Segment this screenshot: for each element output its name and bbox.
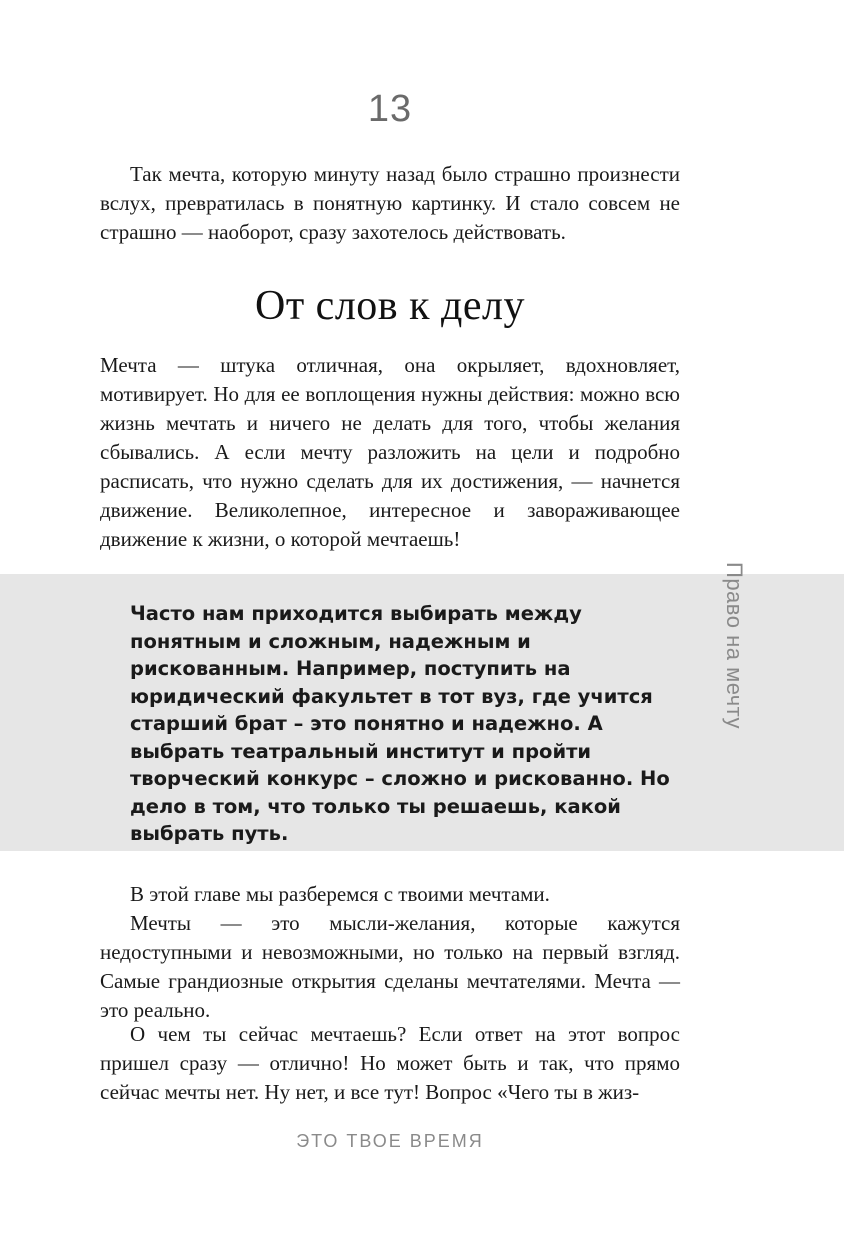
body-paragraph-3: О чем ты сейчас мечтаешь? Если ответ на этот вопрос пришел сразу — отлично! Но может быть и так, что прямо сейчас мечты нет. Ну нет, и все тут! Вопрос «Чего ты в жиз- xyxy=(100,1022,680,1104)
page-number: 13 xyxy=(367,88,413,130)
section-paragraph: Мечта — штука отличная, она окрыляет, вдохновляет, мотивирует. Но для ее воплощения нужны действия: можно всю жизнь мечтать и ничего не делать для того, чтобы желания сбывались. А если мечту разложить на цели и подробно расписать, что нужно сделать для их достижения, — начнется движение. Великолепное, интересное и завораживающее движение к жизни, о которой мечтаешь! xyxy=(100,353,680,551)
intro-paragraph: Так мечта, которую минуту назад было страшно произнести вслух, превратилась в понятную картинку. И стало совсем не страшно — наоборот, сразу захотелось действовать. xyxy=(100,162,680,244)
side-chapter-label: Право на мечту xyxy=(722,562,747,729)
body-paragraph-1: В этой главе мы разберемся с твоими мечтами. xyxy=(130,882,550,906)
section-title: От слов к делу xyxy=(255,283,525,329)
body-paragraph-2: Мечты — это мысли-желания, которые кажутся недоступными и невозможными, но только на первый взгляд. Самые грандиозные открытия сделаны мечтателями. Мечта — это реально. xyxy=(100,911,680,1022)
book-title-footer: ЭТО ТВОЕ ВРЕМЯ xyxy=(296,1131,484,1151)
callout-text: Часто нам приходится выбирать между понятным и сложным, надежным и рискованным. Например, поступить на юридический факультет в тот вуз, где учится старший брат – это понятно и надежно. А выбрать театральный институт и пройти творческий конкурс – сложно и рискованно. Но дело в том, что только ты решаешь, какой выбрать путь. xyxy=(130,602,670,845)
